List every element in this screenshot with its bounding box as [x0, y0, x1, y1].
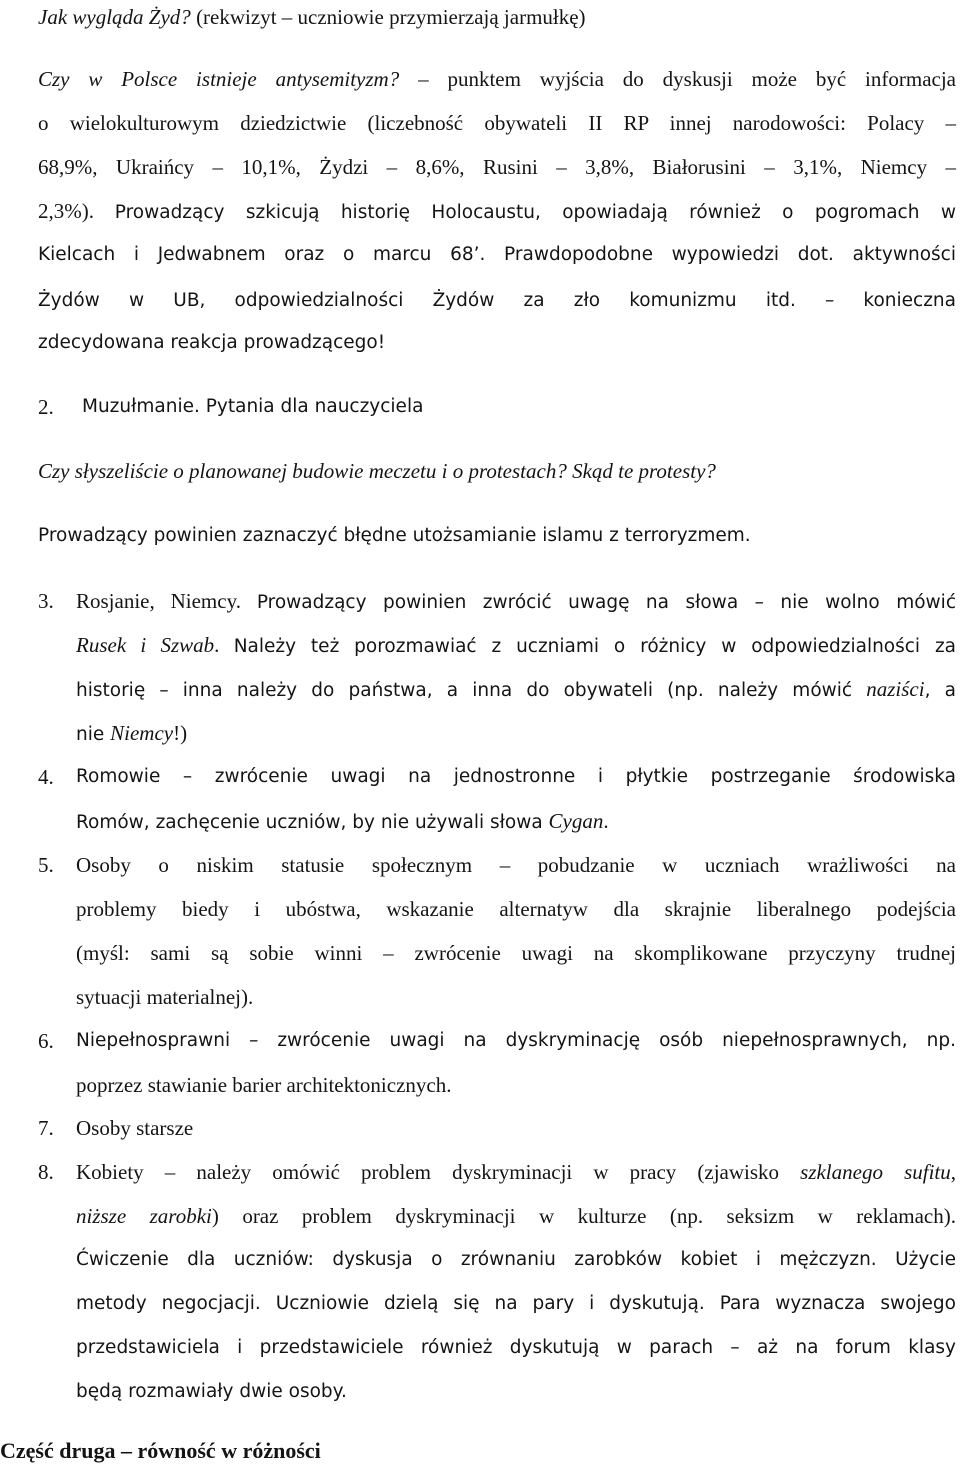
responsibility-text: Należy też porozmawiać z uczniami o różnicy w odpowiedzialności za: [233, 636, 957, 657]
antisemitism-line-6: [38, 285, 956, 315]
section-5-line-3: (myśl: sami są sobie winni – zwrócenie uwagi na skomplikowane przyczyny trudnej: [76, 941, 956, 965]
women-text: Kobiety – należy omówić problem dyskryminacji w pracy (zjawisko: [76, 1160, 801, 1184]
germans-word: Niemcy: [110, 721, 174, 745]
closing: !): [173, 721, 188, 745]
antisemitism-question: Czy w Polsce istnieje antysemityzm?: [38, 67, 400, 91]
roma-text: Romów, zachęcenie uczniów, by nie używali słowa: [76, 812, 549, 833]
section-3-text: Prowadzący powinien zwrócić uwagę na słowa – nie wolno mówić: [256, 592, 956, 613]
stat-tail: 2,3%).: [38, 199, 115, 223]
antisemitism-line-2: o wielokulturowym dziedzictwie (liczebność obywateli II RP innej narodowości: Polacy –: [38, 111, 956, 135]
section-4-line-2: [76, 807, 609, 837]
section-8-line-1: [76, 1158, 956, 1186]
forbidden-words: Rusek i Szwab: [76, 633, 215, 657]
section-5-line-2: problemy biedy i ubóstwa, wskazanie alternatyw dla skrajnie liberalnego podejścia: [76, 897, 956, 921]
section-2-title: Muzułmanie.: [82, 396, 206, 417]
mosque-question: Czy słyszeliście o planowanej budowie meczetu i o protestach? Skąd te protesty?: [38, 459, 716, 483]
section-2-number: 2.: [38, 395, 54, 419]
section-3-line-4: [76, 719, 187, 749]
antisemitism-line-3: 68,9%, Ukraińcy – 10,1%, Żydzi – 8,6%, Rusini – 3,8%, Białorusini – 3,1%, Niemcy –: [38, 155, 956, 179]
section-8-line-3: Ćwiczenie dla uczniów: dyskusja o zrównaniu zarobków kobiet i mężczyzn. Użycie: [76, 1249, 956, 1270]
glass-ceiling: szklanego sufitu: [800, 1160, 951, 1184]
section-6-number: 6.: [38, 1029, 54, 1053]
part-two-heading: Część druga – równość w różności: [0, 1438, 321, 1463]
section-2-question: [38, 457, 716, 485]
section-6-line-2: poprzez stawianie barier architektonicznych.: [76, 1073, 452, 1097]
cygan-word: Cygan: [548, 809, 604, 833]
lower-wages: niższe zarobki: [76, 1204, 212, 1228]
section-5-line-1: Osoby o niskim statusie społecznym – pobudzanie w uczniach wrażliwości na: [76, 853, 956, 877]
section-4-number: 4.: [38, 765, 54, 789]
section-4-line-1: Romowie – zwrócenie uwagi na jednostronne i płytkie postrzeganie środowiska: [76, 766, 956, 787]
comma-a: , a: [924, 680, 956, 701]
section-3-line-3: [76, 675, 956, 705]
section-8-line-5: przedstawiciela i przedstawiciele również dyskutują w parach – aż na forum klasy: [76, 1337, 956, 1358]
antisemitism-line-7: zdecydowana reakcja prowadzącego!: [38, 332, 386, 353]
period: .: [214, 633, 234, 657]
section-8-line-6: będą rozmawiały dwie osoby.: [76, 1381, 347, 1402]
section-5-number: 5.: [38, 853, 54, 877]
comma-8: ,: [950, 1160, 956, 1184]
ub-text: Żydów w UB, odpowiedzialności Żydów za zło komunizmu itd.: [38, 290, 826, 311]
section-5-line-4: sytuacji materialnej).: [76, 985, 254, 1009]
not-word: nie: [76, 724, 111, 745]
antisemitism-line-1: [38, 65, 956, 93]
section-3-title: Rosjanie, Niemcy.: [76, 589, 257, 613]
section-2-title-line: [82, 393, 423, 421]
history-text: historię – inna należy do państwa, a inna do obywateli (np. należy mówić: [76, 680, 867, 701]
section-2-subtitle: Pytania dla nauczyciela: [205, 396, 424, 417]
question-note: (rekwizyt – uczniowie przymierzają jarmułkę): [190, 5, 586, 29]
section-3-line-2: [76, 631, 956, 661]
section-2-note: Prowadzący powinien zaznaczyć błędne utożsamianie islamu z terroryzmem.: [38, 525, 751, 546]
reaction-text: – konieczna: [825, 290, 956, 311]
culture-text: ) oraz problem dyskryminacji w kulturze (np. seksizm w reklamach).: [211, 1204, 956, 1228]
section-7-number: 7.: [38, 1116, 54, 1140]
section-8-number: 8.: [38, 1160, 54, 1184]
section-8-line-4: metody negocjacji. Uczniowie dzielą się na pary i dyskutują. Para wyznacza swojego: [76, 1293, 956, 1314]
section-7-line-1: Osoby starsze: [76, 1116, 194, 1140]
question-italic: Jak wygląda Żyd?: [38, 5, 191, 29]
antisemitism-line-4: [38, 197, 956, 227]
section-8-line-2: [76, 1202, 956, 1230]
antisemitism-line-5: Kielcach i Jedwabnem oraz o marcu 68’. Prawdopodobne wypowiedzi dot. aktywności: [38, 244, 956, 265]
question-line-jew: [38, 3, 586, 31]
antisemitism-text: – punktem wyjścia do dyskusji może być informacja: [399, 67, 956, 91]
holocaust-text: Prowadzący szkicują historię Holocaustu, opowiadają również o pogromach w: [114, 202, 956, 223]
period-4: .: [603, 809, 609, 833]
section-6-line-1: Niepełnosprawni – zwrócenie uwagi na dyskryminację osób niepełnosprawnych, np.: [76, 1030, 956, 1051]
section-3-number: 3.: [38, 589, 54, 613]
nazis-word: naziści: [866, 677, 925, 701]
section-3-line-1: [76, 587, 956, 617]
